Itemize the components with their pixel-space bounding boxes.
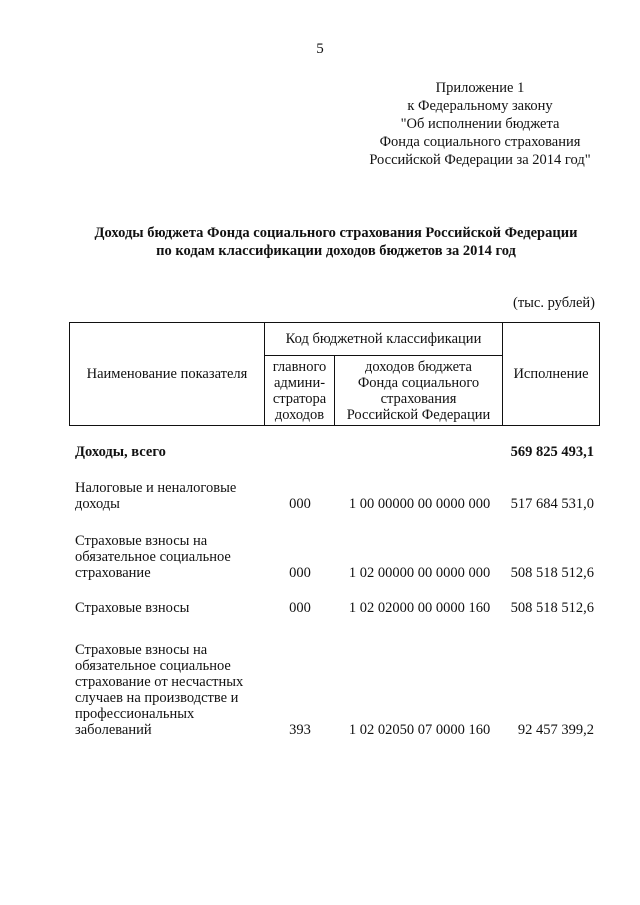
table-row: [75, 480, 600, 512]
appendix-line: Российской Федерации за 2014 год": [369, 152, 591, 168]
row-admin-code: 000: [289, 600, 311, 616]
appendix-line: "Об исполнении бюджета: [400, 116, 560, 132]
header-revenue-line: доходов бюджета: [365, 358, 472, 375]
row-name-line: доходы: [75, 496, 120, 512]
row-name-line: Страховые взносы: [75, 600, 190, 616]
header-name: Наименование показателя: [86, 366, 248, 382]
header-code-group: Код бюджетной классификации: [285, 331, 482, 347]
table-header: [69, 322, 600, 426]
row-name: [75, 533, 265, 581]
header-execution: Исполнение: [513, 366, 589, 382]
row-name-line: обязательное социальное: [75, 658, 231, 674]
row-budget-code: 1 02 02000 00 0000 160: [348, 600, 491, 616]
header-admin: [265, 356, 334, 425]
row-name-line: Доходы, всего: [75, 444, 166, 460]
row-value: 508 518 512,6: [510, 600, 594, 616]
row-name: [75, 444, 265, 460]
header-revenue-line: Российской Федерации: [346, 406, 491, 423]
appendix-line: Фонда социального страхования: [379, 134, 581, 150]
row-name-line: Страховые взносы на: [75, 642, 208, 658]
header-border-right: [599, 322, 600, 426]
row-admin-code: 000: [289, 496, 311, 512]
table-row: [75, 600, 600, 616]
row-name: [75, 600, 265, 616]
appendix-line: Приложение 1: [435, 80, 525, 96]
document-title: [0, 224, 640, 260]
row-name-line: обязательное социальное: [75, 549, 231, 565]
appendix-block: [350, 79, 610, 169]
row-budget-code: 1 02 02050 07 0000 160: [348, 722, 491, 738]
row-name-line: страхование: [75, 565, 151, 581]
header-revenue-code: [335, 356, 502, 425]
row-name: [75, 642, 265, 738]
row-admin-code: 393: [289, 722, 311, 738]
title-line: по кодам классификации доходов бюджетов за 2014 год: [156, 243, 516, 259]
table-row: [75, 634, 600, 738]
header-admin-line: доходов: [274, 406, 325, 423]
row-name: [75, 480, 265, 512]
row-budget-code: 1 00 00000 00 0000 000: [348, 496, 491, 512]
page-number: 5: [316, 41, 324, 57]
title-line: Доходы бюджета Фонда социального страхования Российской Федерации: [94, 225, 578, 241]
row-name-line: профессиональных: [75, 706, 195, 722]
appendix-line: к Федеральному закону: [407, 98, 553, 114]
row-value: 92 457 399,2: [517, 722, 594, 738]
row-value: 569 825 493,1: [510, 444, 594, 460]
header-admin-line: стратора: [272, 390, 327, 407]
row-value: 517 684 531,0: [510, 496, 594, 512]
row-name-line: случаев на производстве и: [75, 690, 239, 706]
row-value: 508 518 512,6: [510, 565, 594, 581]
table-row: [75, 444, 600, 460]
row-name-line: страхование от несчастных: [75, 674, 244, 690]
row-name-line: Налоговые и неналоговые: [75, 480, 237, 496]
header-revenue-line: страхования: [380, 390, 457, 407]
table-row: [75, 533, 600, 581]
units-label: (тыс. рублей): [513, 295, 595, 311]
row-name-line: Страховые взносы на: [75, 533, 208, 549]
header-admin-line: главного: [272, 358, 327, 375]
header-admin-line: админи-: [273, 374, 326, 391]
header-revenue-line: Фонда социального: [357, 374, 480, 391]
row-name-line: заболеваний: [75, 722, 152, 738]
row-admin-code: 000: [289, 565, 311, 581]
row-budget-code: 1 02 00000 00 0000 000: [348, 565, 491, 581]
